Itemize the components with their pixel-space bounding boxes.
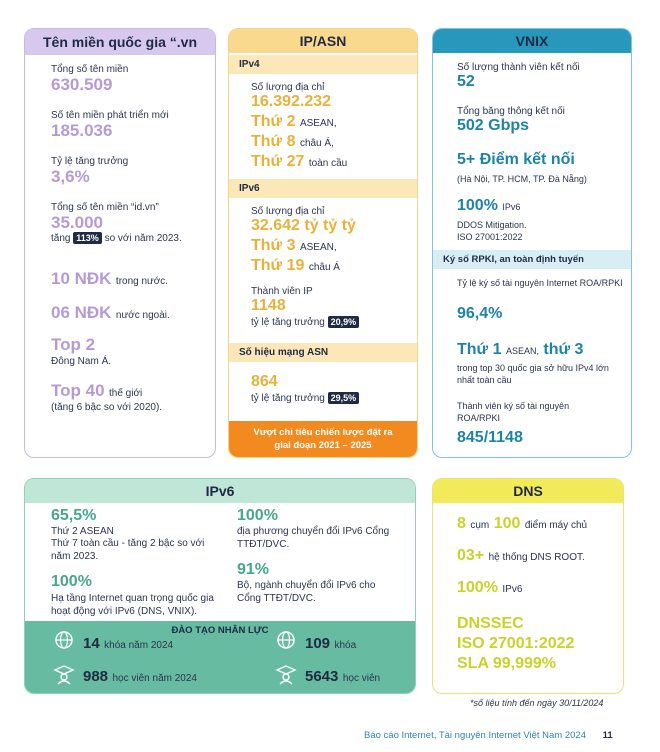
- ip-member-growth-label: tỷ lệ tăng trưởng: [251, 317, 325, 328]
- ip-member-growth: [251, 316, 359, 329]
- vn-top2-label: Đông Nam Á.: [51, 356, 112, 367]
- ipv6-subhead: IPv6: [229, 179, 417, 198]
- ipv6-r2-value: Thứ 19: [251, 257, 305, 274]
- ip-member-label: Thành viên IP: [251, 286, 313, 297]
- footer-text: Báo cáo Internet, Tài nguyên Internet Việt Nam 2024: [364, 730, 586, 741]
- vn-total-value: 630.509: [51, 75, 113, 94]
- vn-growth-label: Tỷ lệ tăng trưởng: [51, 156, 129, 167]
- asn-subhead: Số hiệu mạng ASN: [229, 343, 417, 362]
- dns-l1-v1: 8: [457, 515, 466, 532]
- dns-card: [432, 478, 624, 694]
- rpki-label: Tỷ lệ ký số tài nguyên Internet ROA/RPKI: [457, 278, 623, 288]
- training-t1-value: 14: [83, 635, 100, 652]
- ipv6-r2-label: châu Á: [308, 262, 340, 273]
- vnix-bw-value: 502 Gbps: [457, 117, 530, 134]
- vn-top2-value: Top 2: [51, 335, 96, 354]
- ipv4-rank-global: [251, 153, 347, 171]
- vn-total-label: Tổng số tên miền: [51, 64, 129, 75]
- ipv6-b-value: 100%: [51, 573, 92, 590]
- training-t2-value: 109: [305, 635, 331, 652]
- ip-member-growth-badge: 20,9%: [328, 316, 360, 328]
- training-t4-value: 5643: [305, 668, 339, 685]
- vnix-ipv6: [457, 197, 520, 215]
- vnix-members-label: Số lượng thành viên kết nối: [457, 62, 580, 73]
- dns-sla: SLA 99,999%: [457, 655, 557, 672]
- vn-new-label: Số tên miền phát triển mới: [51, 110, 169, 121]
- training-t3: [83, 668, 197, 686]
- vn-ndk-for-label: nước ngoài.: [115, 310, 170, 321]
- vn-growth-value: 3,6%: [51, 167, 90, 186]
- vnix-points-note: (Hà Nội, TP. HCM, TP. Đà Nẵng): [457, 174, 587, 184]
- vnix-ipv6-value: 100%: [457, 197, 498, 214]
- training-t3-value: 988: [83, 668, 109, 685]
- asn-growth: [251, 392, 359, 405]
- ipv6-b-label: Hạ tầng Internet quan trọng quốc gia hoạt động với IPv6 (DNS, VNIX).: [51, 593, 214, 617]
- globe-icon: [53, 629, 75, 651]
- training-t2: [305, 635, 356, 653]
- vnix-iso: ISO 27001:2022: [457, 232, 523, 242]
- vn-top40-value: Top 40: [51, 381, 105, 400]
- ipv4-r2-value: Thứ 8: [251, 133, 296, 150]
- vn-ndk-dom-value: 10 NĐK: [51, 269, 112, 288]
- ipv4-r1-label: ASEAN,: [299, 118, 337, 129]
- vn-ndk-for-value: 06 NĐK: [51, 303, 112, 322]
- page-footer: [364, 730, 613, 741]
- dns-header: DNS: [433, 479, 623, 503]
- vn-domain-card: [24, 28, 216, 458]
- vn-idvn-increase: [51, 232, 182, 245]
- training-t1: [83, 635, 173, 653]
- rpki-rank-v2: thứ 3: [543, 341, 584, 358]
- vn-idvn-inc-pre: tăng: [51, 233, 71, 244]
- ipv6-header: IPv6: [25, 479, 415, 503]
- ipv6-rank-asia: [251, 257, 340, 275]
- rpki-subhead: Ký số RPKI, an toàn định tuyến: [433, 250, 631, 269]
- ip-member-value: 1148: [251, 297, 286, 314]
- ipv4-count-label: Số lượng địa chỉ: [251, 82, 325, 93]
- ipv6-d-label: Bộ, ngành chuyển đổi IPv6 cho Cổng TTĐT/DVC.: [237, 580, 376, 604]
- vn-ndk-domestic: [51, 269, 168, 289]
- vn-ndk-dom-label: trong nước.: [115, 276, 169, 287]
- vn-top40-note: (tăng 6 bậc so với 2020).: [51, 402, 163, 413]
- vnix-points-value: 5+ Điểm kết nối: [457, 151, 575, 168]
- asn-growth-badge: 29,5%: [328, 392, 360, 404]
- vn-idvn-label: Tổng số tên miền “id.vn”: [51, 202, 159, 213]
- training-t2-label: khóa: [334, 640, 357, 651]
- vn-idvn-badge: 113%: [73, 232, 102, 244]
- roa-label: Thành viên ký số tài nguyên ROA/RPKI: [457, 401, 570, 423]
- dns-l1-t1: cụm: [470, 520, 490, 531]
- training-t4-label: học viên: [342, 673, 381, 684]
- vnix-bw-label: Tổng băng thông kết nối: [457, 106, 565, 117]
- ipv6-a-l1: Thứ 2 ASEAN: [51, 526, 114, 537]
- dns-iso: ISO 27001:2022: [457, 635, 575, 652]
- vn-idvn-value: 35.000: [51, 213, 103, 232]
- footnote: *số liệu tính đến ngày 30/11/2024: [470, 698, 604, 708]
- asn-value: 864: [251, 373, 278, 390]
- page-number: 11: [602, 730, 613, 741]
- vn-domain-header: Tên miền quốc gia “.vn: [25, 29, 215, 55]
- training-panel: [25, 621, 415, 693]
- vn-new-value: 185.036: [51, 121, 113, 140]
- rpki-value: 96,4%: [457, 305, 503, 322]
- ipv6-rank-asean: [251, 237, 337, 255]
- ipv4-r3-value: Thứ 27: [251, 153, 305, 170]
- asn-growth-label: tỷ lệ tăng trưởng: [251, 393, 325, 404]
- ipv6-count-label: Số lượng địa chỉ: [251, 206, 325, 217]
- dns-l3-v: 100%: [457, 579, 498, 596]
- rpki-rank-v1: Thứ 1: [457, 341, 502, 358]
- ipv4-r3-label: toàn cầu: [308, 158, 348, 169]
- roa-value: 845/1148: [457, 429, 523, 446]
- ipv4-rank-asean: [251, 113, 337, 131]
- rpki-rank: [457, 341, 583, 359]
- dns-l2-v: 03+: [457, 547, 485, 564]
- ipv4-rank-asia: [251, 133, 334, 151]
- dns-line2: [457, 547, 585, 565]
- vnix-card: [432, 28, 632, 458]
- ipasn-card: [228, 28, 418, 458]
- ipv6-c-value: 100%: [237, 507, 278, 524]
- vn-top40-label: thế giới: [108, 388, 143, 399]
- ipasn-header: IP/ASN: [229, 29, 417, 53]
- dns-l3-t: IPv6: [502, 584, 523, 595]
- dns-l2-t: hệ thống DNS ROOT.: [488, 552, 585, 563]
- vnix-ddos: DDOS Mitigation.: [457, 220, 527, 230]
- training-t4: [305, 668, 380, 686]
- vn-ndk-foreign: [51, 303, 170, 323]
- vn-top40: [51, 381, 142, 401]
- ipv6-r1-value: Thứ 3: [251, 237, 296, 254]
- dns-line3: [457, 579, 522, 597]
- ipv4-r2-label: châu Á,: [299, 138, 334, 149]
- dns-l1-t2: điểm máy chủ: [524, 520, 588, 531]
- vn-idvn-inc-post: so với năm 2023.: [104, 233, 182, 244]
- vnix-members-value: 52: [457, 73, 475, 90]
- training-head: ĐÀO TẠO NHÂN LỰC: [171, 625, 269, 636]
- ipv6-d-value: 91%: [237, 561, 270, 578]
- ipasn-footer-banner: Vượt chỉ tiêu chiến lược đặt ra giai đoạn 2021 – 2025: [229, 421, 417, 457]
- ipv6-a-value: 65,5%: [51, 507, 97, 524]
- dns-dnssec: DNSSEC: [457, 615, 524, 632]
- ipv6-r1-label: ASEAN,: [299, 242, 337, 253]
- ipv6-a-l2: Thứ 7 toàn cầu - tăng 2 bậc so với năm 2023.: [51, 538, 205, 562]
- training-t3-label: học viên năm 2024: [112, 673, 197, 684]
- ipv6-count-value: 32.642 tỷ tỷ tỷ: [251, 217, 356, 234]
- ipv4-subhead: IPv4: [229, 55, 417, 74]
- vnix-ipv6-label: IPv6: [502, 202, 521, 212]
- training-t1-label: khóa năm 2024: [104, 640, 174, 651]
- dns-line1: [457, 515, 587, 533]
- graduate-icon: [275, 663, 297, 685]
- graduate-icon: [53, 663, 75, 685]
- rpki-rank-l1: ASEAN,: [505, 346, 539, 356]
- dns-l1-v2: 100: [493, 515, 521, 532]
- globe-icon: [275, 629, 297, 651]
- rpki-rank-note: trong top 30 quốc gia sở hữu IPv4 lớn nhất toàn cầu: [457, 363, 609, 385]
- ipv4-count-value: 16.392.232: [251, 93, 332, 110]
- ipv6-c-label: địa phương chuyển đổi IPv6 Cổng TTĐT/DVC.: [237, 526, 390, 550]
- vnix-header: VNIX: [433, 29, 631, 53]
- ipv4-r1-value: Thứ 2: [251, 113, 296, 130]
- ipv6-card: [24, 478, 416, 694]
